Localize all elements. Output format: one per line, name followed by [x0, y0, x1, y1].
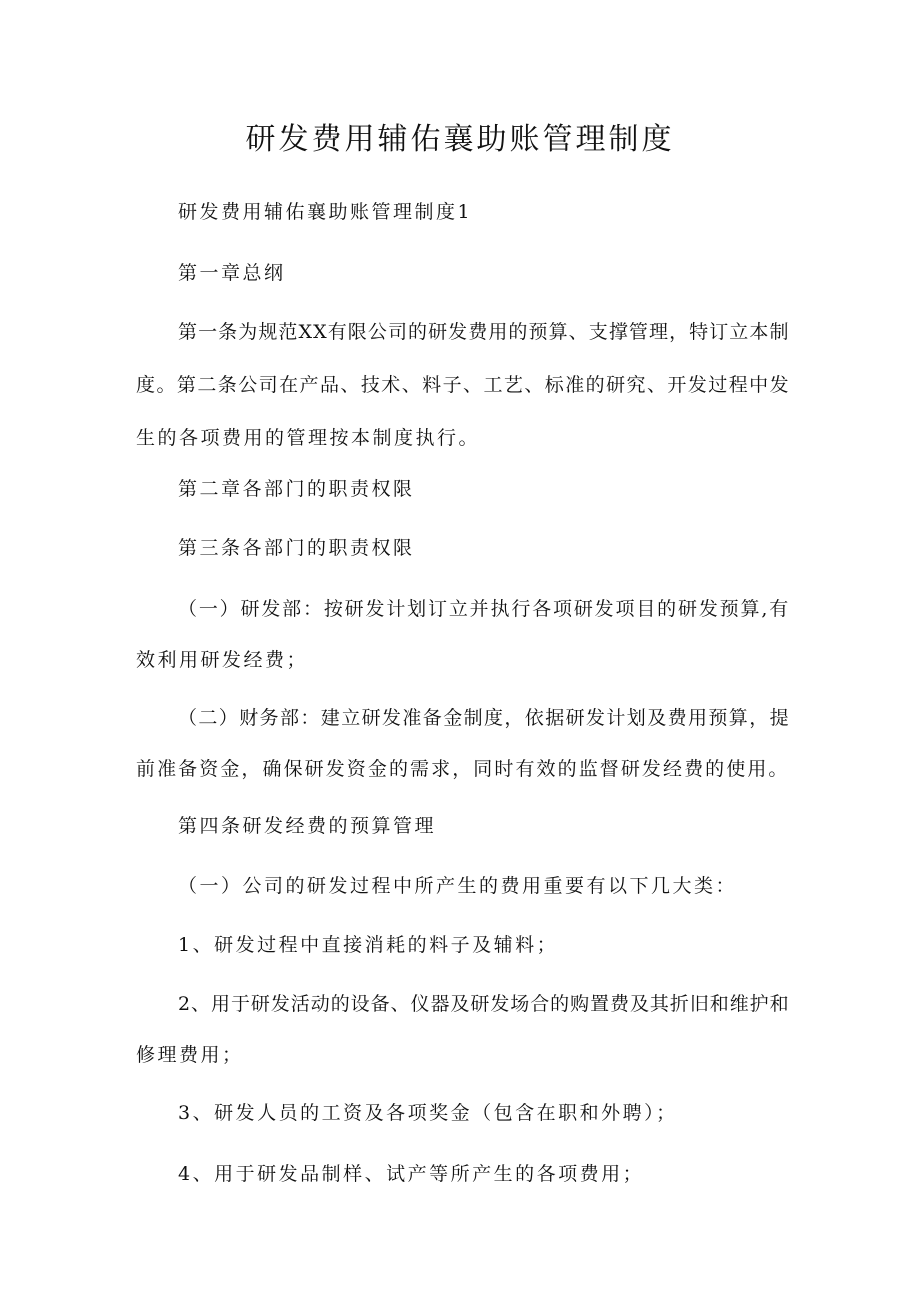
list-item: 3、研发人员的工资及各项奖金（包含在职和外聘）；	[178, 1102, 678, 1124]
chapter-heading: 第一章总纲	[178, 262, 286, 284]
paragraph-line: 前准备资金，确保研发资金的需求，同时有效的监督研发经费的使用。	[136, 758, 790, 780]
article-heading: 第三条各部门的职责权限	[178, 537, 415, 559]
list-item: 4、用于研发品制样、试产等所产生的各项费用；	[178, 1163, 645, 1185]
list-item: 1、研发过程中直接消耗的料子及辅料；	[178, 934, 559, 956]
document-subtitle: 研发费用辅佑襄助账管理制度1	[178, 201, 473, 223]
chapter-heading: 第二章各部门的职责权限	[178, 478, 415, 500]
paragraph-line: （一）公司的研发过程中所产生的费用重要有以下几大类：	[178, 875, 738, 897]
paragraph-line: （一）研发部：按研发计划订立并执行各项研发项目的研发预算,有	[178, 598, 791, 620]
list-item: 2、用于研发活动的设备、仪器及研发场合的购置费及其折旧和维护和	[178, 993, 790, 1015]
paragraph-line: 第一条为规范XX有限公司的研发费用的预算、支撑管理，特订立本制	[178, 321, 790, 343]
paragraph-line: 度。第二条公司在产品、技术、料子、工艺、标准的研究、开发过程中发	[136, 374, 791, 396]
paragraph-line: 生的各项费用的管理按本制度执行。	[136, 427, 481, 449]
paragraph-line: 效利用研发经费；	[136, 649, 309, 671]
list-item: 修理费用；	[136, 1044, 244, 1066]
document-title: 研发费用辅佑襄助账管理制度	[245, 122, 675, 157]
article-heading: 第四条研发经费的预算管理	[178, 815, 437, 837]
paragraph-line: （二）财务部：建立研发准备金制度，依据研发计划及费用预算，提	[178, 707, 791, 729]
